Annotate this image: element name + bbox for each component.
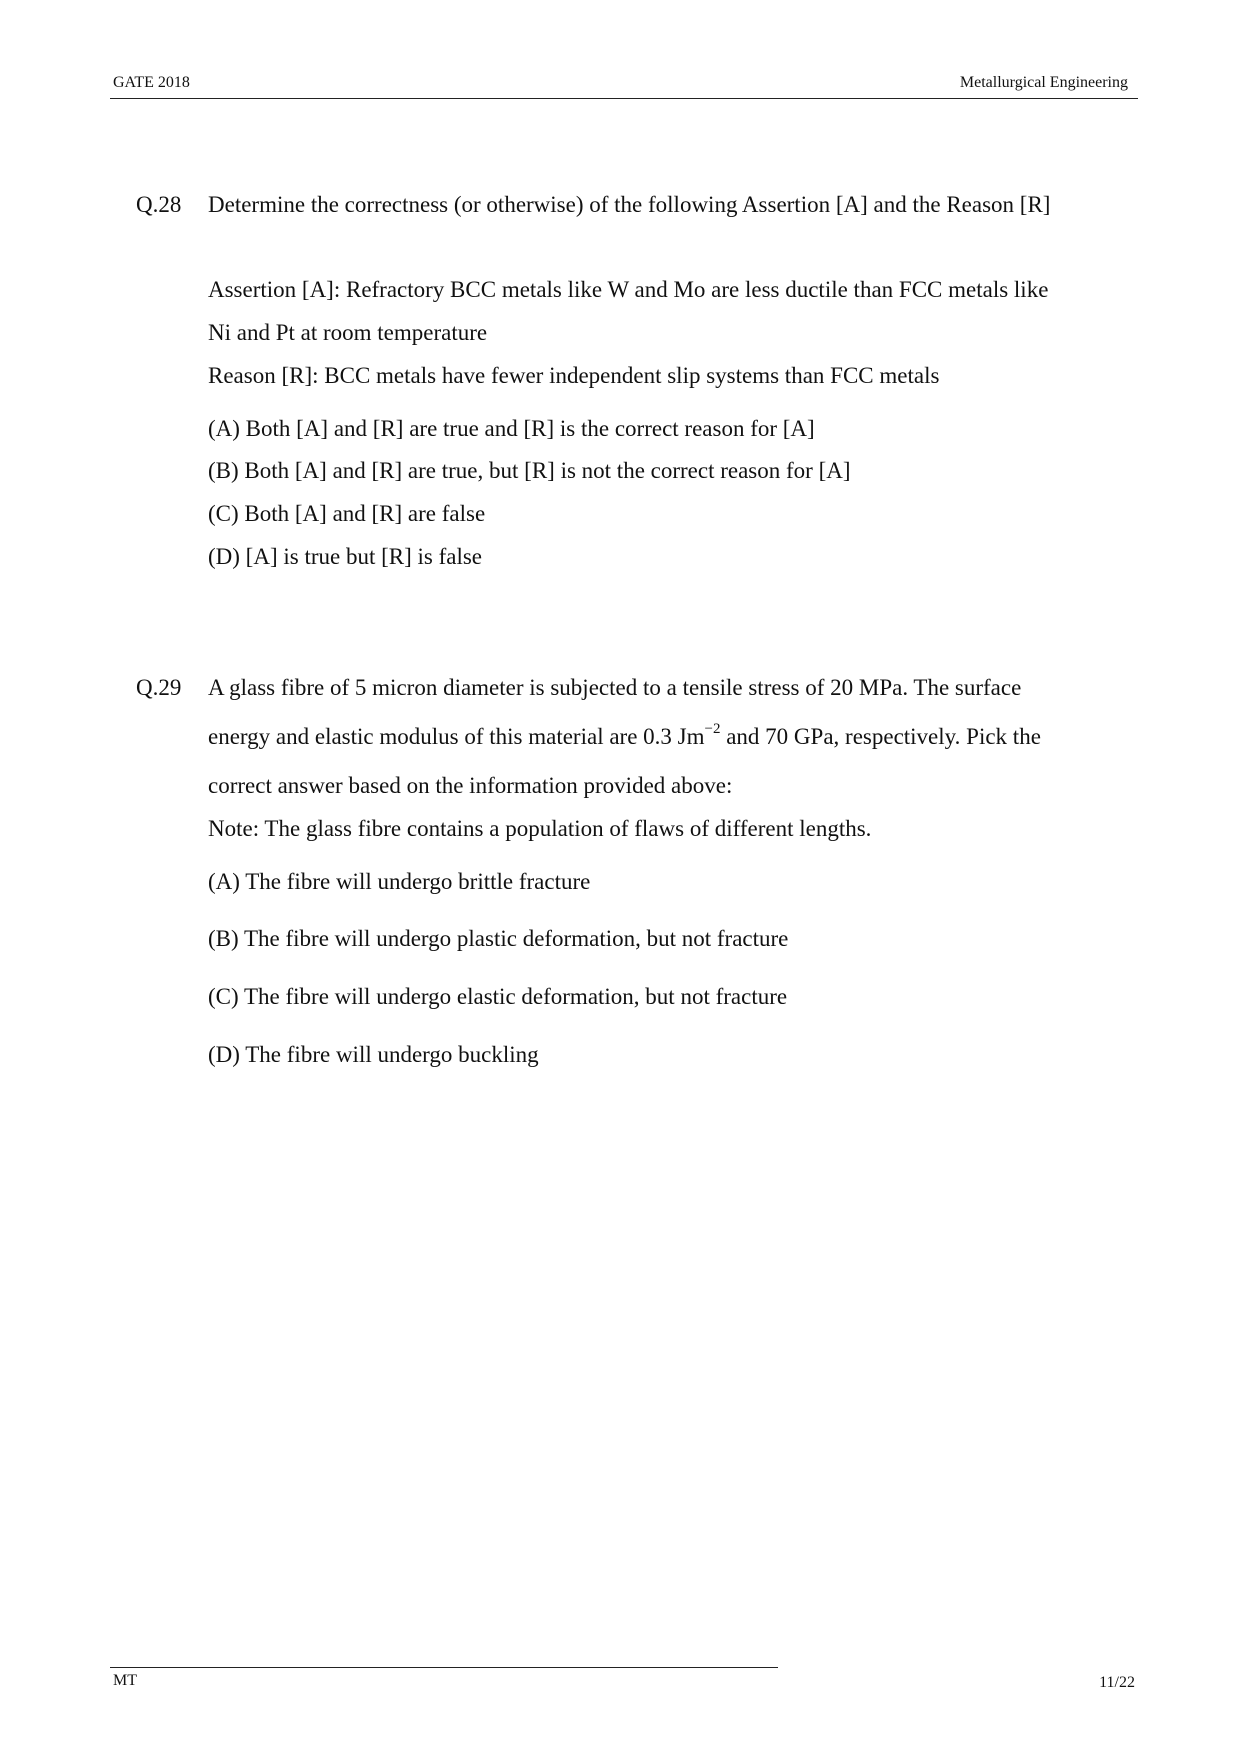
page-header — [110, 74, 1138, 99]
option-b: (B) Both [A] and [R] are true, but [R] is not the correct reason for [A] — [208, 458, 851, 484]
question-line-2 — [208, 722, 1148, 752]
question-body — [208, 190, 1148, 572]
page-number: 11/22 — [1099, 1674, 1135, 1691]
question-stem: Determine the correctness (or otherwise) of the following Assertion [A] and the Reason [R] — [208, 192, 1051, 217]
question-body — [208, 673, 1148, 1070]
question-line-2-text: energy and elastic modulus of this material are 0.3 Jm — [208, 723, 705, 749]
note-line: Note: The glass fibre contains a population of flaws of different lengths. — [208, 815, 872, 841]
exponent: −2 — [704, 721, 721, 738]
paper-code: MT — [113, 1672, 137, 1689]
option-d: (D) [A] is true but [R] is false — [208, 544, 483, 570]
subject-title: Metallurgical Engineering — [959, 74, 1128, 91]
option-a: (A) Both [A] and [R] are true and [R] is the correct reason for [A] — [208, 415, 815, 441]
question-number: Q.29 — [136, 675, 182, 700]
assertion-line-1: Assertion [A]: Refractory BCC metals like W and Mo are less ductile than FCC metals like — [208, 276, 1049, 302]
option-c: (C) Both [A] and [R] are false — [208, 501, 486, 527]
footer-divider — [110, 1667, 778, 1668]
question-number: Q.28 — [136, 192, 182, 217]
exam-title: GATE 2018 — [113, 74, 190, 91]
question-line-2-rest: and 70 GPa, respectively. Pick the — [720, 723, 1041, 749]
question-line-1: A glass fibre of 5 micron diameter is subjected to a tensile stress of 20 MPa. The surface — [208, 675, 1022, 700]
reason-line: Reason [R]: BCC metals have fewer independent slip systems than FCC metals — [208, 362, 940, 388]
option-c: (C) The fibre will undergo elastic deformation, but not fracture — [208, 984, 788, 1010]
question-line-3: correct answer based on the information provided above: — [208, 772, 733, 798]
option-d: (D) The fibre will undergo buckling — [208, 1042, 539, 1068]
option-a: (A) The fibre will undergo brittle fracture — [208, 868, 591, 894]
assertion-line-2: Ni and Pt at room temperature — [208, 319, 488, 345]
option-b: (B) The fibre will undergo plastic deformation, but not fracture — [208, 926, 789, 952]
